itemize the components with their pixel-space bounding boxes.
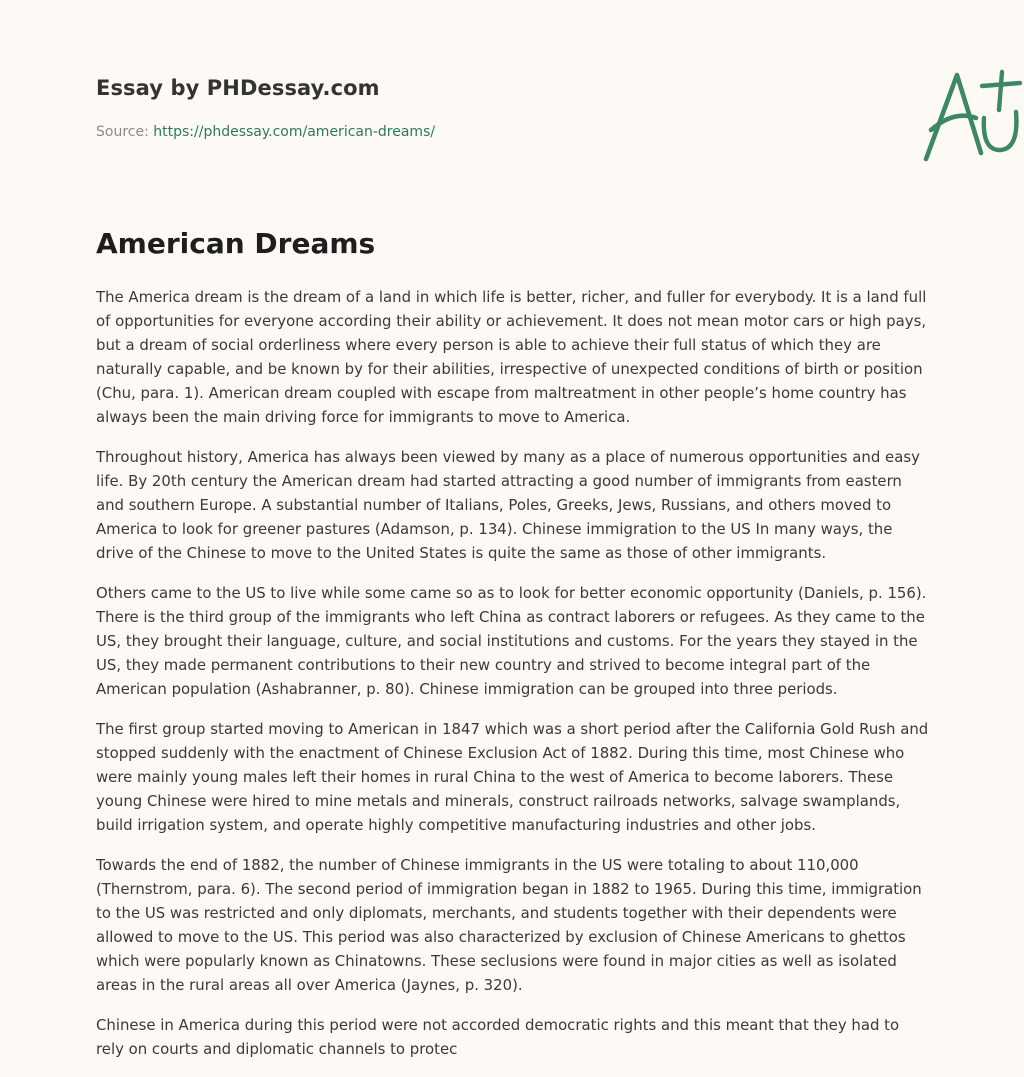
- a-plus-logo-icon: [918, 68, 1024, 166]
- source-label: Source:: [96, 124, 154, 140]
- essay-paragraph-4: The first group started moving to American in 1847 which was a short period after the California Gold Rush and stopped suddenly with the enactment of Chinese Exclusion Act of 1882. During this time, most Chinese who were mainly young males left their homes in rural China to the west of America to become laborers. These young Chinese were hired to mine metals and minerals, construct railroads networks, salvage swamplands, build irrigation system, and operate highly competitive manufacturing industries and other jobs.: [96, 720, 929, 834]
- source-link[interactable]: https://phdessay.com/american-dreams/: [153, 124, 436, 140]
- essay-paragraph-3: Others came to the US to live while some came so as to look for better economic opportunity (Daniels, p. 156). There is the third group of the immigrants who left China as contract laborers or refugees. As they came to the US, they brought their language, culture, and social institutions and customs. For the years they stayed in the US, they made permanent contributions to their new country and strived to become integral part of the American population (Ashabranner, p. 80). Chinese immigration can be grouped into three periods.: [96, 584, 927, 698]
- essay-paragraph-5: Towards the end of 1882, the number of Chinese immigrants in the US were totaling to about 110,000 (Thernstrom, para. 6). The second period of immigration began in 1882 to 1965. During this time, immigration to the US was restricted and only diplomats, merchants, and students together with their dependents were allowed to move to the US. This period was also characterized by exclusion of Chinese Americans to ghettos which were popularly known as Chinatowns. These seclusions were found in major cities as well as isolated areas in the rural areas all over America (Jaynes, p. 320).: [96, 856, 922, 994]
- source-line: [96, 124, 435, 140]
- essay-paragraph-2: Throughout history, America has always been viewed by many as a place of numerous opportunities and easy life. By 20th century the American dream had started attracting a good number of immigrants from eastern and southern Europe. A substantial number of Italians, Poles, Greeks, Jews, Russians, and others moved to America to look for greener pastures (Adamson, p. 134). Chinese immigration to the US In many ways, the drive of the Chinese to move to the United States is quite the same as those of other immigrants.: [96, 448, 920, 562]
- essay-paragraph-6: Chinese in America during this period were not accorded democratic rights and this meant that they had to rely on courts and diplomatic channels to protec: [96, 1016, 900, 1058]
- essay-paragraph-1: The America dream is the dream of a land in which life is better, richer, and fuller for everybody. It is a land full of opportunities for everyone according their ability or achievement. It does not mean motor cars or high pays, but a dream of social orderliness where every person is able to achieve their full status of which they are naturally capable, and be known by for their abilities, irrespective of unexpected conditions of birth or position (Chu, para. 1). American dream coupled with escape from maltreatment in other people’s home country has always been the main driving force for immigrants to move to America.: [96, 288, 927, 426]
- essay-title: American Dreams: [96, 227, 376, 260]
- essay-body: [96, 285, 930, 1077]
- site-title: Essay by PHDessay.com: [96, 76, 380, 100]
